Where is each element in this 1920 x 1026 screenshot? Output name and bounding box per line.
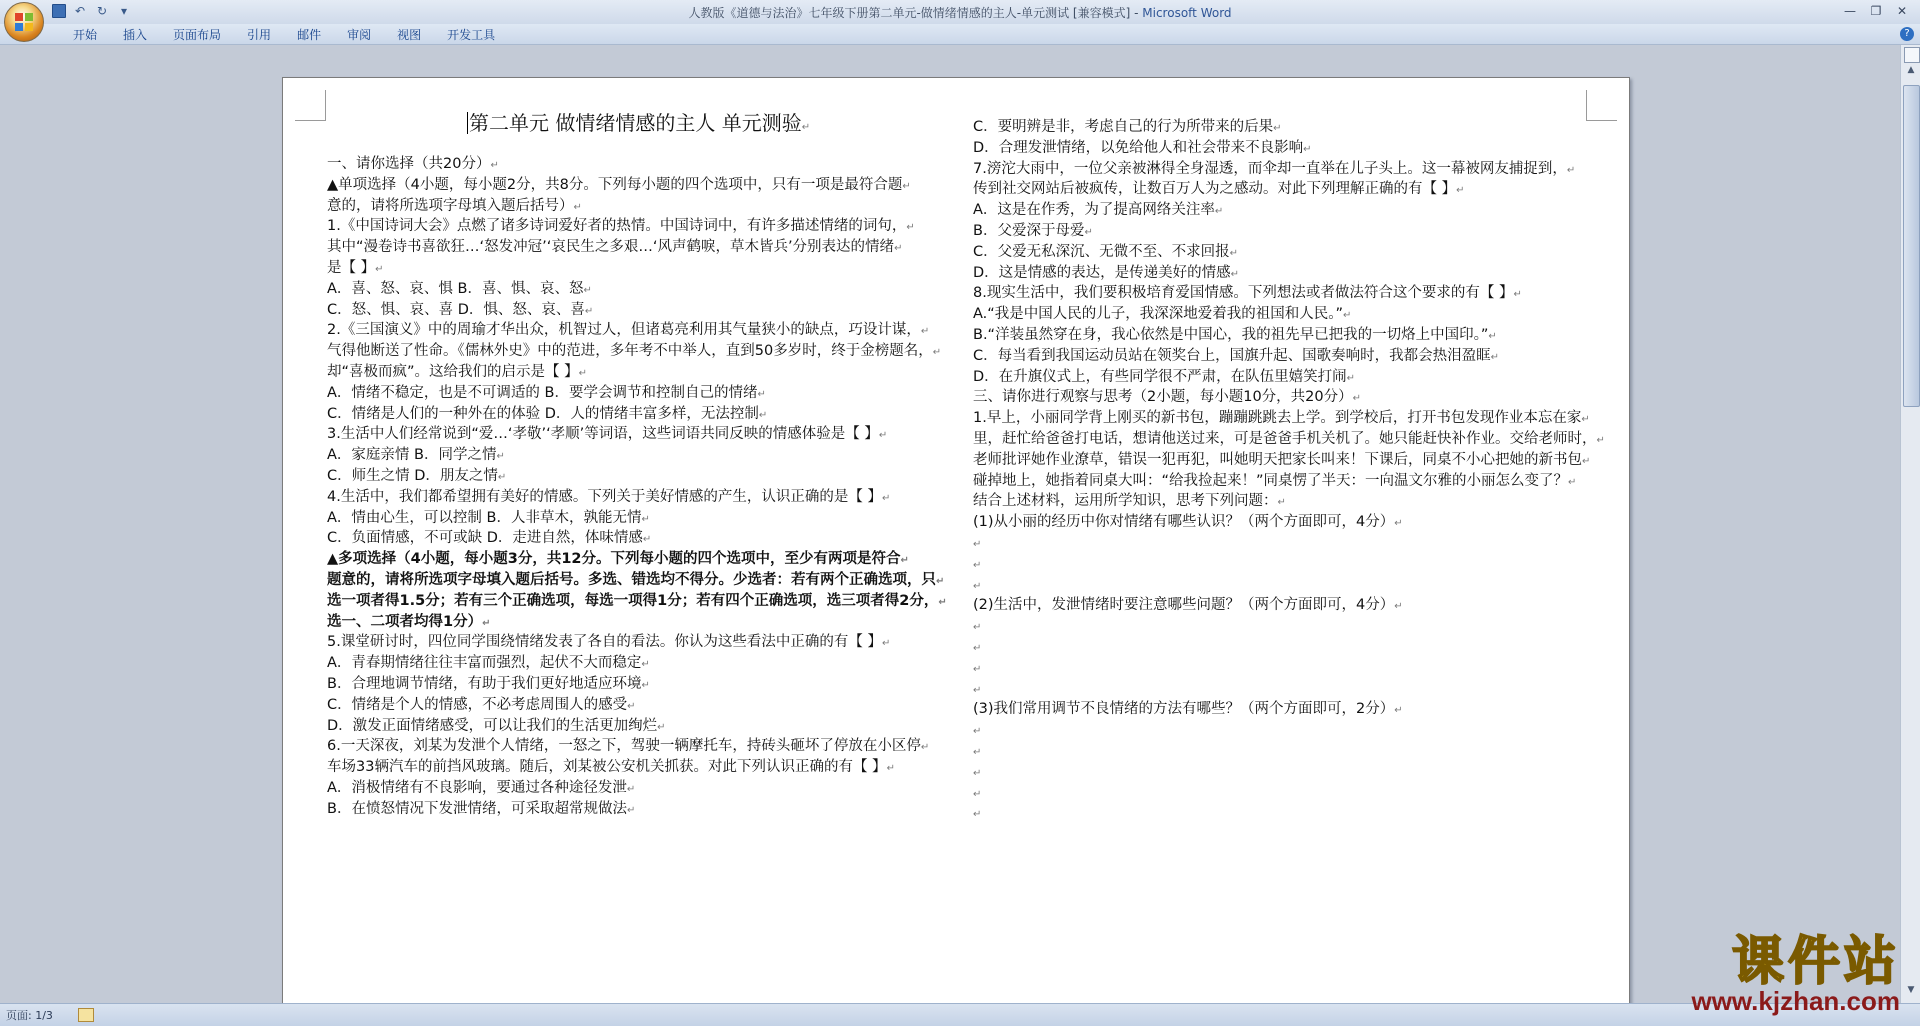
ribbon-tab[interactable]: 开发工具 <box>447 28 496 42</box>
paragraph-mark: ↵ <box>1596 435 1605 446</box>
paragraph-mark: ↵ <box>482 617 491 629</box>
doc-line <box>973 534 981 554</box>
watermark-url: www.kjzhan.com <box>1691 986 1900 1016</box>
doc-line: 一、请你选择（共20分）↵ <box>327 156 499 172</box>
paragraph-mark: ↵ <box>973 580 982 592</box>
doc-line: 碰掉地上，她指着同桌大叫：“给我捡起来！”同桌愣了半天：一向温文尔雅的小丽怎么变了？↵ <box>973 472 1577 489</box>
close-icon[interactable]: ✕ <box>1896 4 1908 18</box>
paragraph-mark: ↵ <box>626 804 636 816</box>
doc-line: 其中“漫卷诗书喜欲狂…‘怒发冲冠’‘哀民生之多艰…‘风声鹤唳，草木皆兵’分别表达的情绪↵ <box>327 239 903 256</box>
paragraph-mark: ↵ <box>936 576 945 587</box>
minimize-icon[interactable]: — <box>1844 4 1856 18</box>
paragraph-mark: ↵ <box>886 763 895 775</box>
doc-line <box>973 638 981 658</box>
doc-line <box>973 721 981 741</box>
doc-line: 1.早上，小丽同学背上刚买的新书包，蹦蹦跳跳去上学。到学校后，打开书包发现作业本忘在家↵ <box>973 410 1590 427</box>
doc-line <box>973 784 981 804</box>
paragraph-mark: ↵ <box>1343 310 1352 322</box>
paragraph-mark: ↵ <box>973 747 982 758</box>
doc-line: C．父爱无私深沉、无微不至、不求回报↵ <box>973 243 1239 260</box>
paragraph-mark: ↵ <box>906 222 915 234</box>
app-name: Microsoft Word <box>1142 6 1232 20</box>
doc-line: 3.生活中人们经常说到“爱…‘孝敬’‘孝顺’等词语，这些词语共同反映的情感体验是【 】↵ <box>327 426 888 443</box>
paragraph-mark: ↵ <box>881 638 891 650</box>
paragraph-mark: ↵ <box>642 534 652 546</box>
scroll-thumb[interactable] <box>1903 85 1920 407</box>
doc-line: 2.《三国演义》中的周瑜才华出众，机智过人，但诸葛亮利用其气量狭小的缺点，巧设计谋，↵ <box>327 322 930 339</box>
doc-line: D．激发正面情绪感受，可以让我们的生活更加绚烂↵ <box>327 717 666 734</box>
watermark <box>1691 934 1900 1017</box>
doc-line: 传到社交网站后被疯传，让数百万人为之感动。对此下列理解正确的有【 】↵ <box>973 181 1465 198</box>
paragraph-mark: ↵ <box>375 264 384 275</box>
doc-line <box>973 680 981 700</box>
ribbon-tab[interactable]: 页面布局 <box>173 28 222 42</box>
paragraph-mark: ↵ <box>973 643 982 654</box>
office-button[interactable] <box>4 2 44 42</box>
doc-line <box>973 742 981 762</box>
doc-line: A．情由心生，可以控制 B．人非草木，孰能无情↵ <box>327 509 650 526</box>
paragraph-mark: ↵ <box>627 700 636 712</box>
paragraph-mark: ↵ <box>973 622 982 634</box>
doc-line <box>973 763 981 783</box>
doc-line: 选一、二项者均得1分）↵ <box>327 613 491 630</box>
doc-line: 老师批评她作业潦草，错误一犯再犯，叫她明天把家长叫来！下课后，同桌不小心把她的新书包↵ <box>973 451 1591 468</box>
doc-line: 车场33辆汽车的前挡风玻璃。随后，刘某被公安机关抓获。对此下列认识正确的有【 】↵ <box>327 759 895 776</box>
doc-line: C．情绪是个人的情感，不必考虑周围人的感受↵ <box>327 696 636 713</box>
paragraph-mark: ↵ <box>932 347 942 359</box>
doc-line: 5.课堂研讨时，四位同学围绕情绪发表了各自的看法。你认为这些看法中正确的有【 】↵ <box>327 634 891 651</box>
doc-line: C．负面情感，不可或缺 D．走进自然，体味情感↵ <box>327 530 652 547</box>
paragraph-mark: ↵ <box>1581 414 1590 426</box>
paragraph-mark: ↵ <box>1346 372 1356 384</box>
doc-line: A．消极情绪有不良影响，要通过各种途径发泄↵ <box>327 780 636 796</box>
redo-icon[interactable]: ↻ <box>96 4 108 18</box>
text-cursor <box>467 112 468 134</box>
ribbon-tab[interactable]: 视图 <box>397 28 422 42</box>
ribbon-tab[interactable]: 审阅 <box>347 28 372 42</box>
doc-line: 是【 】↵ <box>327 260 384 276</box>
paragraph-mark: ↵ <box>657 721 666 733</box>
doc-line: D．合理发泄情绪，以免给他人和社会带来不良影响↵ <box>973 139 1312 156</box>
doc-line: A．这是在作秀，为了提高网络关注率↵ <box>973 202 1224 219</box>
doc-line: 7.滂沱大雨中，一位父亲被淋得全身湿透，而伞却一直举在儿子头上。这一幕被网友捕捉到，↵ <box>973 160 1576 177</box>
paragraph-mark: ↵ <box>900 555 909 567</box>
paragraph-mark: ↵ <box>496 451 505 463</box>
document-page[interactable] <box>282 77 1630 1003</box>
doc-line: (2)生活中，发泄情绪时要注意哪些问题？（两个方面即可，4分）↵ <box>973 597 1403 614</box>
paragraph-mark: ↵ <box>1394 705 1403 717</box>
doc-line: A．情绪不稳定，也是不可调适的 B．要学会调节和控制自己的情绪↵ <box>327 384 766 401</box>
doc-line: 三、请你进行观察与思考（2小题，每小题10分，共20分）↵ <box>973 389 1362 406</box>
crop-mark <box>295 90 326 121</box>
doc-line: ▲单项选择（4小题，每小题2分，共8分。下列每小题的四个选项中，只有一项是最符合题↵ <box>327 176 911 193</box>
ribbon-tab[interactable]: 开始 <box>73 28 98 42</box>
crop-mark <box>1586 90 1617 121</box>
paragraph-mark: ↵ <box>1394 518 1403 530</box>
doc-line: (3)我们常用调节不良情绪的方法有哪些？（两个方面即可，2分）↵ <box>973 701 1403 718</box>
window-controls <box>1838 2 1914 20</box>
paragraph-mark: ↵ <box>641 659 650 671</box>
doc-line: 8.现实生活中，我们要积极培育爱国情感。下列想法或者做法符合这个要求的有【 】↵ <box>973 285 1522 302</box>
doc-line: D．这是情感的表达，是传递美好的情感↵ <box>973 264 1240 281</box>
status-bar <box>0 1003 1920 1026</box>
paragraph-mark: ↵ <box>1488 331 1497 342</box>
doc-line: D．在升旗仪式上，有些同学很不严肃，在队伍里嬉笑打闹↵ <box>973 368 1356 385</box>
window-title <box>0 4 1920 21</box>
ribbon-tab[interactable]: 引用 <box>247 28 272 42</box>
doc-line: C．怒、惧、哀、喜 D．惧、怒、哀、喜↵ <box>327 301 594 318</box>
doc-line: ▲多项选择（4小题，每小题3分，共12分。下列每小题的四个选项中，至少有两项是符合↵ <box>327 551 909 568</box>
doc-line: 6.一天深夜，刘某为发泄个人情绪，一怒之下，驾驶一辆摩托车，持砖头砸坏了停放在小区停↵ <box>327 738 930 755</box>
doc-line: (1)从小丽的经历中你对情绪有哪些认识？（两个方面即可，4分）↵ <box>973 514 1403 531</box>
help-icon[interactable]: ? <box>1900 27 1914 41</box>
paragraph-mark: ↵ <box>973 788 982 800</box>
scroll-down-icon[interactable]: ▼ <box>1907 985 1915 995</box>
doc-line: A.“我是中国人民的儿子，我深深地爱着我的祖国和人民。”↵ <box>973 306 1352 323</box>
doc-line: C．情绪是人们的一种外在的体验 D．人的情绪丰富多样，无法控制↵ <box>327 405 768 422</box>
paragraph-mark: ↵ <box>583 284 592 296</box>
title-bar <box>0 0 1920 25</box>
doc-title: 第二单元 做情绪情感的主人 单元测验↵ <box>469 111 811 135</box>
paragraph-mark: ↵ <box>641 680 650 691</box>
paragraph-mark: ↵ <box>973 684 982 696</box>
paragraph-mark: ↵ <box>920 326 930 338</box>
paragraph-mark: ↵ <box>1490 351 1500 363</box>
proofing-icon[interactable] <box>78 1008 94 1022</box>
paragraph-mark: ↵ <box>1513 289 1522 301</box>
paragraph-mark: ↵ <box>878 430 888 442</box>
paragraph-mark: ↵ <box>497 472 507 483</box>
paragraph-mark: ↵ <box>973 767 982 779</box>
paragraph-mark: ↵ <box>881 492 891 504</box>
maximize-icon[interactable]: ❐ <box>1870 4 1882 18</box>
paragraph-mark: ↵ <box>973 663 982 675</box>
paragraph-mark: ↵ <box>578 368 588 379</box>
doc-line <box>973 555 981 575</box>
doc-line: 4.生活中，我们都希望拥有美好的情感。下列关于美好情感的产生，认识正确的是【 】↵ <box>327 488 891 505</box>
paragraph-mark: ↵ <box>1566 164 1576 176</box>
doc-line: 题意的，请将所选项字母填入题后括号。多选、错选均不得分。少选者：若有两个正确选项，只↵ <box>327 572 945 588</box>
doc-line: C．要明辨是非，考虑自己的行为所带来的后果↵ <box>973 119 1282 135</box>
paragraph-mark: ↵ <box>973 539 982 550</box>
paragraph-mark: ↵ <box>1303 143 1312 155</box>
ruler-icon[interactable] <box>1904 47 1920 63</box>
doc-line: 里，赶忙给爸爸打电话，想请他送过来，可是爸爸手机关机了。她只能赶快补作业。交给老师时，↵ <box>973 431 1605 447</box>
paragraph-mark: ↵ <box>1352 393 1362 405</box>
doc-line <box>973 576 981 596</box>
paragraph-mark: ↵ <box>1582 455 1591 467</box>
paragraph-mark: ↵ <box>757 388 766 400</box>
paragraph-mark: ↵ <box>1456 185 1465 197</box>
paragraph-mark: ↵ <box>584 305 594 317</box>
ribbon-tab-bar <box>0 24 1920 45</box>
paragraph-mark: ↵ <box>920 742 930 754</box>
paragraph-mark: ↵ <box>1084 227 1093 238</box>
doc-line: 却“喜极而疯”。这给我们的启示是【 】↵ <box>327 364 588 380</box>
office-logo-icon <box>15 13 33 31</box>
ribbon-tab[interactable]: 插入 <box>123 28 148 42</box>
paragraph-mark: ↵ <box>1277 497 1286 509</box>
page-indicator[interactable]: 页面: 1/3 <box>6 1009 53 1022</box>
paragraph-mark: ↵ <box>626 784 636 795</box>
doc-line: 结合上述材料，运用所学知识，思考下列问题：↵ <box>973 493 1286 510</box>
doc-line: 选一项者得1.5分；若有三个正确选项，每选一项得1分；若有四个正确选项，选三项者得2分，↵ <box>327 592 947 609</box>
paragraph-mark: ↵ <box>1273 123 1282 134</box>
doc-line: B．父爱深于母爱↵ <box>973 223 1093 239</box>
customize-qat-icon[interactable]: ▾ <box>120 4 128 18</box>
doc-line: 气得他断送了性命。《儒林外史》中的范进，多年考不中举人，直到50多岁时，终于金榜题名，↵ <box>327 343 942 360</box>
document-title: 人教版《道德与法治》七年级下册第二单元-做情绪情感的主人-单元测试 [兼容模式] - <box>688 6 1143 20</box>
doc-line: 1.《中国诗词大会》点燃了诸多诗词爱好者的热情。中国诗词中，有许多描述情绪的词句，↵ <box>327 218 915 235</box>
paragraph-mark: ↵ <box>973 726 982 738</box>
paragraph-mark: ↵ <box>490 160 499 171</box>
doc-line: A．青春期情绪往往丰富而强烈，起伏不大而稳定↵ <box>327 655 650 672</box>
doc-line: A．喜、怒、哀、惧 B．喜、惧、哀、怒↵ <box>327 280 592 297</box>
paragraph-mark: ↵ <box>573 201 582 213</box>
paragraph-mark: ↵ <box>1568 476 1577 488</box>
ribbon-tabs <box>60 26 508 44</box>
doc-line: C．师生之情 D．朋友之情↵ <box>327 468 507 484</box>
doc-line: C．每当看到我国运动员站在领奖台上，国旗升起、国歌奏响时，我都会热泪盈眶↵ <box>973 347 1500 364</box>
document-workspace <box>0 45 1900 1003</box>
doc-line: A．家庭亲情 B．同学之情↵ <box>327 447 505 464</box>
paragraph-mark: ↵ <box>1229 247 1239 259</box>
paragraph-mark: ↵ <box>902 180 911 192</box>
paragraph-mark: ↵ <box>973 809 982 821</box>
doc-line: 意的，请将所选项字母填入题后括号）↵ <box>327 197 582 214</box>
doc-line <box>973 617 981 637</box>
paragraph-mark: ↵ <box>894 243 903 255</box>
paragraph-mark: ↵ <box>973 559 982 571</box>
watermark-brand: 课件站 <box>1731 932 1900 992</box>
paragraph-mark: ↵ <box>938 596 947 608</box>
scroll-up-icon[interactable]: ▲ <box>1907 65 1915 75</box>
ribbon-tab[interactable]: 邮件 <box>297 28 322 42</box>
doc-line: B．合理地调节情绪，有助于我们更好地适应环境↵ <box>327 676 650 692</box>
paragraph-mark: ↵ <box>1214 206 1224 218</box>
paragraph-mark: ↵ <box>641 513 650 525</box>
doc-line <box>973 804 981 824</box>
doc-line: B．在愤怒情况下发泄情绪，可采取超常规做法↵ <box>327 800 636 817</box>
paragraph-mark: ↵ <box>758 409 768 421</box>
paragraph-mark: ↵ <box>1230 268 1240 280</box>
doc-line: B.“洋装虽然穿在身，我心依然是中国心，我的祖先早已把我的一切烙上中国印。”↵ <box>973 327 1497 343</box>
undo-icon[interactable]: ↶ <box>74 4 86 18</box>
paragraph-mark: ↵ <box>1394 601 1403 613</box>
vertical-scrollbar[interactable] <box>1900 45 1920 1003</box>
doc-line <box>973 659 981 679</box>
